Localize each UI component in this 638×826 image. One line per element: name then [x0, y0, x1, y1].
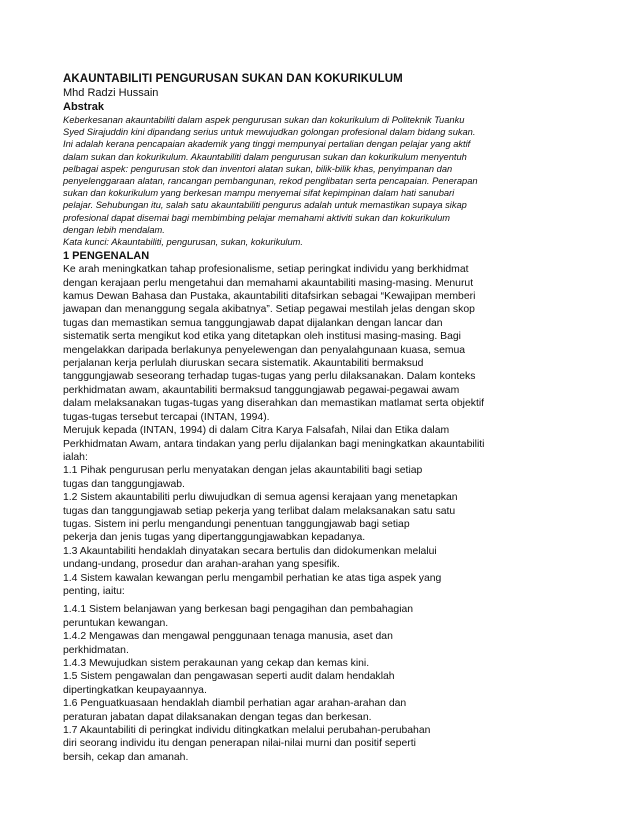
text-line: dipertingkatkan keupayaannya.	[63, 684, 207, 696]
text-line: 1.2 Sistem akauntabiliti perlu diwujudkan di semua agensi kerajaan yang menetapkan	[63, 492, 458, 504]
text-line: tugas dan tanggungjawab setiap pekerja yang terlibat dalam melaksanakan satu satu	[63, 505, 456, 517]
section-body-part-2	[63, 603, 573, 764]
text-line: ialah:	[63, 451, 88, 463]
section-body-part-1	[63, 263, 573, 598]
text-line: 1.7 Akauntabiliti di peringkat individu ditingkatkan melalui perubahan-perubahan	[63, 725, 431, 737]
text-line: penting, iaitu:	[63, 585, 125, 597]
text-line: perkhidmatan awam, akauntabiliti bermaksud tanggungjawab pegawai-pegawai awam	[63, 384, 460, 396]
text-line: Merujuk kepada (INTAN, 1994) di dalam Citra Karya Falsafah, Nilai dan Etika dalam	[63, 425, 450, 437]
document-page	[63, 72, 573, 764]
text-line: 1.4.1 Sistem belanjawan yang berkesan bagi pengagihan dan pembahagian	[63, 604, 414, 616]
text-line: 1.4.3 Mewujudkan sistem perakaunan yang cekap dan kemas kini.	[63, 658, 370, 670]
text-line: tugas. Sistem ini perlu mengandungi penentuan tanggungjawab bagi setiap	[63, 518, 410, 530]
text-line: 1.4.2 Mengawas dan mengawal penggunaan tenaga manusia, aset dan	[63, 631, 393, 643]
text-line: kamus Dewan Bahasa dan Pustaka, akauntabiliti ditafsirkan sebagai “Kewajipan memberi	[63, 291, 476, 303]
text-line: pelajar. Sehubungan itu, salah satu akauntabiliti pengurus adalah untuk memastikan supaya sikap	[63, 200, 467, 211]
text-line: 1.1 Pihak pengurusan perlu menyatakan dengan jelas akauntabiliti bagi setiap	[63, 465, 423, 477]
text-line: 1.5 Sistem pengawalan dan pengawasan seperti audit dalam hendaklah	[63, 671, 395, 683]
text-line: sistematik serta mengikut kod etika yang ditetapkan oleh institusi masing-masing. Bagi	[63, 331, 461, 343]
text-line: tugas dan tanggungjawab.	[63, 478, 185, 490]
section-heading: 1 PENGENALAN	[63, 250, 150, 263]
text-line: Kata kunci: Akauntabiliti, pengurusan, sukan, kokurikulum.	[63, 237, 303, 248]
text-line: pekerja dan jenis tugas yang dipertanggungjawabkan kepadanya.	[63, 532, 366, 544]
text-line: Syed Sirajuddin kini dipandang serius untuk mewujudkan golongan profesional dalam bidang sukan.	[63, 127, 476, 138]
document-title: AKAUNTABILITI PENGURUSAN SUKAN DAN KOKURIKULUM	[63, 73, 403, 85]
document-author: Mhd Radzi Hussain	[63, 87, 159, 99]
abstract-heading: Abstrak	[63, 101, 104, 113]
text-line: pelbagai aspek: pengurusan stok dan inventori alatan sukan, bilik-bilik khas, penyimpanan dan	[63, 163, 453, 174]
text-line: mengelakkan daripada berlakunya penyelewengan dan penyalahgunaan kuasa, semua	[63, 344, 466, 356]
abstract-body	[63, 114, 573, 248]
text-line: Ini adalah kerana pencapaian akademik yang tinggi mempunyai pertalian dengan pelajar yang aktif	[63, 139, 471, 150]
text-line: tugas-tugas tersebut tercapai (INTAN, 1994).	[63, 411, 270, 423]
text-line: peruntukan kewangan.	[63, 617, 169, 629]
text-line: profesional dapat disemai bagi membimbing pelajar memahami aktiviti sukan dan kokurikulum	[63, 212, 451, 223]
text-line: Ke arah meningkatkan tahap profesionalisme, setiap peringkat individu yang berkhidmat	[63, 264, 469, 276]
text-line: undang-undang, prosedur dan arahan-arahan yang spesifik.	[63, 559, 340, 571]
text-line: diri seorang individu itu dengan penerapan nilai-nilai murni dan positif seperti	[63, 738, 416, 750]
text-line: dalam sukan dan kokurikulum. Akauntabiliti dalam pengurusan sukan dan kokurikulum menyentuh	[63, 151, 467, 162]
text-line: sukan dan kokurikulum yang berkesan mampu menyemai sifat kepimpinan dalam hati sanubari	[63, 188, 455, 199]
text-line: penyelenggaraan alatan, rancangan pembangunan, rekod penglibatan serta pencapaian. Penerapan	[63, 176, 478, 187]
text-line: 1.3 Akauntabiliti hendaklah dinyatakan secara bertulis dan didokumenkan melalui	[63, 545, 437, 557]
text-line: jawapan dan menanggung segala akibatnya”. Setiap pegawai mestilah jelas dengan skop	[63, 304, 475, 316]
text-line: Perkhidmatan Awam, antara tindakan yang perlu dijalankan bagi meningkatkan akauntabiliti	[63, 438, 485, 450]
text-line: dengan lebih mendalam.	[63, 224, 165, 235]
text-line: perkhidmatan.	[63, 644, 129, 656]
text-line: 1.4 Sistem kawalan kewangan perlu mengambil perhatian ke atas tiga aspek yang	[63, 572, 442, 584]
text-line: perjalanan kerja perlulah diuruskan secara sistematik. Akauntabiliti bermaksud	[63, 358, 424, 370]
text-line: dengan kerajaan perlu mengetahui dan memahami akauntabiliti masing-masing. Menurut	[63, 277, 474, 289]
text-line: dalam melaksanakan tugas-tugas yang diserahkan dan memastikan matlamat serta objektif	[63, 398, 485, 410]
text-line: tugas dan memastikan semua tanggungjawab dapat dijalankan dengan lancar dan	[63, 317, 443, 329]
text-line: 1.6 Penguatkuasaan hendaklah diambil perhatian agar arahan-arahan dan	[63, 698, 407, 710]
text-line: Keberkesanan akauntabiliti dalam aspek pengurusan sukan dan kokurikulum di Politeknik Tuanku	[63, 115, 465, 125]
text-line: bersih, cekap dan amanah.	[63, 751, 189, 763]
text-line: peraturan jabatan dapat dilaksanakan dengan tegas dan berkesan.	[63, 711, 372, 723]
text-line: tanggungjawab seseorang terhadap tugas-tugas yang perlu dilaksanakan. Dalam konteks	[63, 371, 476, 383]
